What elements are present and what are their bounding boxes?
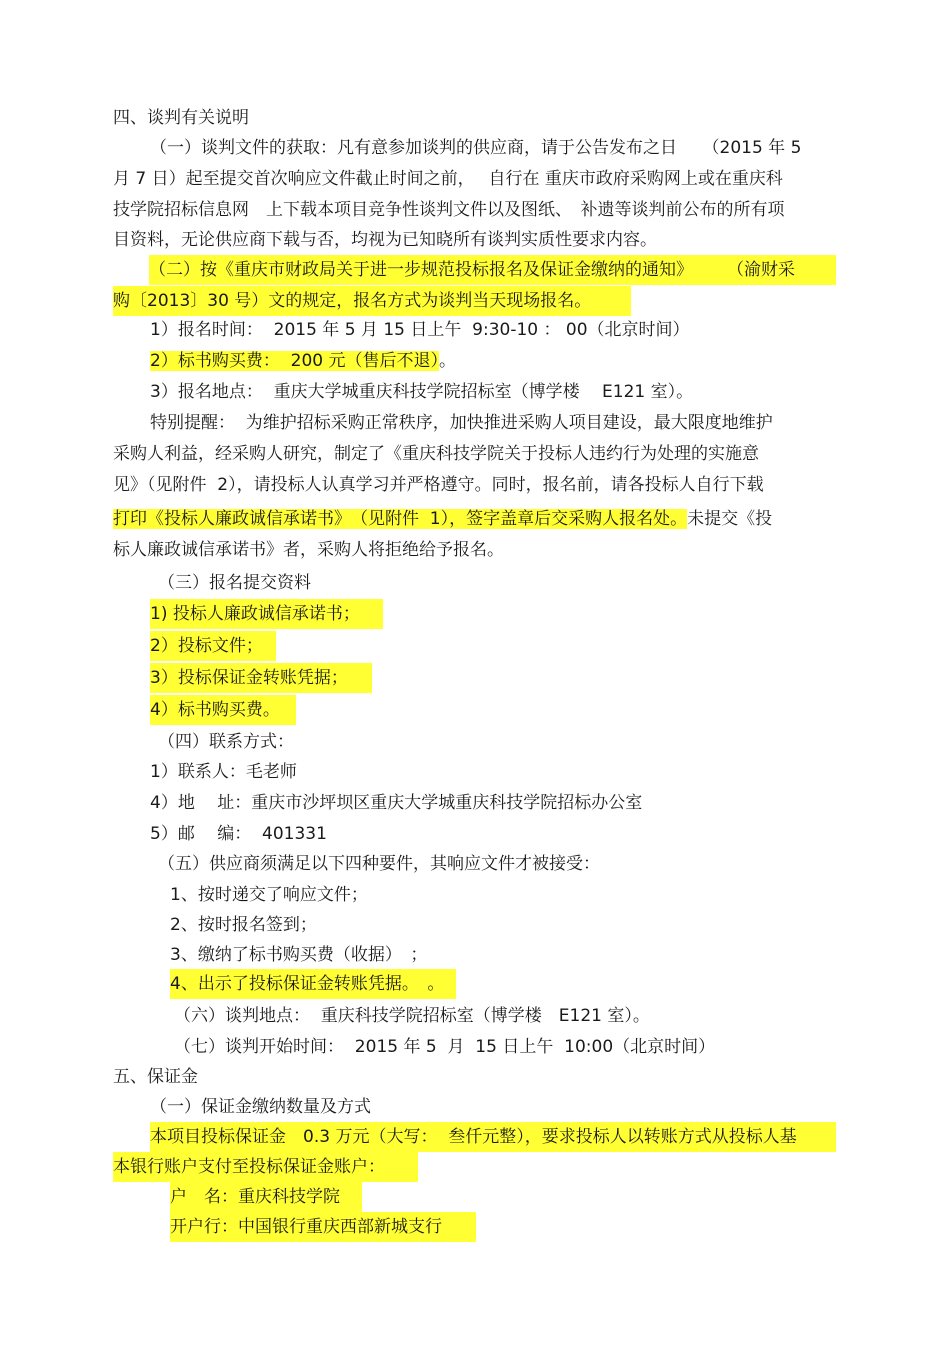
negotiation-venue: （六）谈判地点： 重庆科技学院招标室（博学楼 E121 室）。 — [174, 1006, 650, 1026]
negotiation-start-time: （七）谈判开始时间： 2015 年 5 月 15 日上午 10:00（北京时间） — [174, 1037, 716, 1057]
section5-heading: 五、保证金 — [113, 1067, 198, 1087]
notice-tail: 未提交《投 — [687, 509, 773, 529]
requirement-1: 1、按时递交了响应文件； — [170, 885, 368, 905]
material-item-2: 2）投标文件； — [150, 631, 276, 661]
requirements-heading: （五）供应商须满足以下四种要件，其响应文件才被接受： — [158, 854, 600, 874]
notice-highlight: 打印《投标人廉政诚信承诺书》 （见附件 1），签字盖章后交采购人报名处。 — [113, 509, 688, 529]
bank-name: 开户行：中国银行重庆西部新城支行 — [170, 1212, 476, 1242]
requirement-3: 3、缴纳了标书购买费（收据） ； — [170, 945, 428, 965]
materials-heading: （三）报名提交资料 — [158, 573, 311, 593]
deposit-subheading: （一）保证金缴纳数量及方式 — [150, 1097, 371, 1117]
notice-line5: 标人廉政诚信承诺书》者，采购人将拒绝给予报名。 — [113, 540, 504, 560]
notice-line1: 特别提醒： 为维护招标采购正常秩序，加快推进采购人项目建设，最大限度地维护 — [150, 413, 773, 433]
fee-line — [150, 346, 456, 376]
s4-p1-line3: 技学院招标信息网 上下载本项目竞争性谈判文件以及图纸、 补遗等谈判前公布的所有项 — [113, 200, 785, 220]
material-item-1: 1) 投标人廉政诚信承诺书； — [150, 599, 383, 629]
s4-p1-line1: （一）谈判文件的获取：凡有意参加谈判的供应商，请于公告发布之日 （2015 年 5 — [150, 138, 802, 158]
notice-line3: 见》（见附件 2），请投标人认真学习并严格遵守。同时，报名前，请各投标人自行下载 — [113, 475, 764, 495]
deposit-p1-line1: 本项目投标保证金 0.3 万元（大写： 叁仟元整），要求投标人以转账方式从投标人基 — [150, 1122, 836, 1152]
notice-line4 — [113, 504, 772, 534]
contact-heading: （四）联系方式： — [158, 732, 294, 752]
s4-p1-line4: 目资料，无论供应商下载与否，均视为已知晓所有谈判实质性要求内容。 — [113, 230, 657, 250]
account-name: 户 名：重庆科技学院 — [170, 1182, 362, 1212]
requirement-4: 4、出示了投标保证金转账凭据。 。 — [170, 969, 456, 999]
section4-heading: 四、谈判有关说明 — [113, 108, 249, 128]
material-item-3: 3）投标保证金转账凭据； — [150, 663, 372, 693]
notice-line2: 采购人利益，经采购人研究，制定了《重庆科技学院关于投标人违约行为处理的实施意 — [113, 444, 759, 464]
signup-place: 3）报名地点： 重庆大学城重庆科技学院招标室（博学楼 E121 室）。 — [150, 382, 694, 402]
fee-end: 。 — [438, 351, 456, 371]
s4-p1-line2: 月 7 日）起至提交首次响应文件截止时间之前， 自行在 重庆市政府采购网上或在重庆科 — [113, 169, 783, 189]
fee-highlight: 2）标书购买费： 200 元（售后不退） — [150, 351, 439, 371]
contact-person: 1）联系人：毛老师 — [150, 762, 297, 782]
s4-p2-line2: 购〔2013〕30 号）文的规定，报名方式为谈判当天现场报名。 — [113, 286, 631, 316]
contact-address: 4）地 址：重庆市沙坪坝区重庆大学城重庆科技学院招标办公室 — [150, 793, 643, 813]
contact-postcode: 5）邮 编： 401331 — [150, 824, 327, 844]
signup-time: 1）报名时间： 2015 年 5 月 15 日上午 9:30-10 ： 00（北京时间） — [150, 320, 690, 340]
s4-p2-line1: （二）按《重庆市财政局关于进一步规范投标报名及保证金缴纳的通知》 （渝财采 — [149, 255, 836, 285]
requirement-2: 2、按时报名签到； — [170, 915, 317, 935]
material-item-4: 4）标书购买费。 — [150, 695, 296, 725]
deposit-p1-line2: 本银行账户支付至投标保证金账户： — [113, 1152, 418, 1182]
